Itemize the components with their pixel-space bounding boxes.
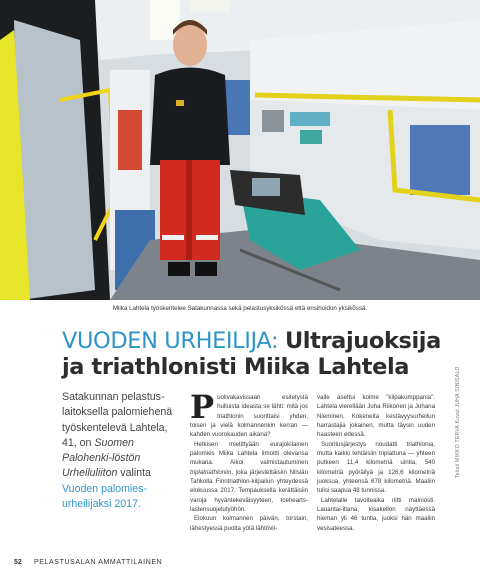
paragraph-text: uolivakavissaan esitetystä hulluista ideasta se lähti: mitä jos triathlonin suorittaisi yhden, toisen ja vielä kolmannenkin kerran — kahden vuorokauden aikana? [190, 394, 308, 439]
article-lead [62, 390, 184, 512]
lead-award: Vuoden palomies-urheilijaksi 2017. [62, 482, 147, 511]
headline-title-line2: ja triathlonisti Miika Lahtela [62, 354, 410, 380]
body-paragraph: Lahtelalle tavoiteaika riitti mainiosti. Lauantai-iltana, kisakellon näyttäessä hieman yli 46 tuntia, juoksi hän maaliin vesisateessa. [317, 496, 435, 532]
body-paragraph: valle asettui kolme "kilpakumppania": Lahtela vierellään Juha Riikonen ja Juhana Nieminen. Kokeneita kestävyysurheilun harrastajia jokainen, mutta täysin uuden haasteen edessä. [317, 394, 435, 439]
body-paragraph [190, 388, 308, 440]
boot-right [195, 262, 217, 276]
reflective-stripe-2 [196, 235, 218, 240]
page-number: 52 [14, 559, 22, 566]
trouser-split [186, 160, 192, 260]
boot-left [168, 262, 190, 276]
ceiling-light [150, 0, 180, 40]
paragraph-text: , joka järjestettäisiin Nilsiän Tahkolla Finntriathlon-kilpailun yhteydessä elokuussa 2017. Tempauksella kerättäisiin varoja hyväntekeväisyyteen, Icehearts-lastensuojelutyöhön. [190, 468, 308, 514]
photo-credit: Teksti MIKKO TERVA Kuvat JUHA SINISALO [455, 366, 461, 478]
body-column-2 [317, 393, 435, 533]
publication-name: PELASTUSALAN AMMATTILAINEN [34, 559, 163, 566]
article-headline [62, 328, 462, 380]
equipment-box-2 [300, 130, 322, 144]
body-paragraph [190, 440, 308, 515]
drop-cap: P [190, 388, 215, 426]
monitor-box [262, 110, 284, 132]
lead-text-1: Satakunnan pelastus-laitoksella palomiehenä työskentelevä Lahtela, 41, on [62, 391, 173, 449]
blue-panel [410, 125, 470, 195]
red-bag [118, 110, 142, 170]
lead-text-2: valinta [117, 467, 151, 480]
reflective-stripe [162, 235, 184, 240]
equipment-box [290, 112, 330, 126]
lead-organisation: Suomen Palohenki-löstön Urheiluliiton [62, 436, 141, 480]
paragraph-text: Hetkisen mietittyään eurajokilainen palomies Miika Lahtela ilmoitti olevansa mukana. Aikoi valmistautuminen [190, 440, 308, 467]
body-paragraph: Elokuun kolmannen päivän, torstain, lähestyessä puolta yötä lähtövii- [190, 515, 308, 532]
body-column-1 [190, 388, 308, 533]
body-paragraph: Suoritusjärjestys noudatti triathlonia, mutta kaikki tehtäisiin triplattuna — yhteen putkeen 11,4 kilometriä uintia, 540 kilometriä pyöräilyä ja 126,6 kilometriä juoksua, yhteensä 678 kilometriä. Maaliin tulisi saapua 48 tunnissa. [317, 440, 435, 495]
headline-kicker: VUODEN URHEILIJA: [62, 328, 279, 354]
defibrillator-screen [252, 178, 280, 196]
photo-caption: Miika Lahtela työskentelee Satakunnassa sekä pelastusyksikössä että ensihoidon yksikössä. [112, 305, 368, 312]
headline-title-line1: Ultrajuoksija [284, 328, 441, 354]
badge [176, 100, 184, 106]
person-head [173, 24, 207, 66]
person-jacket [150, 68, 230, 166]
paragraph-emphasis: triplatriathloniin [190, 468, 232, 476]
ceiling-light-2 [190, 0, 230, 12]
